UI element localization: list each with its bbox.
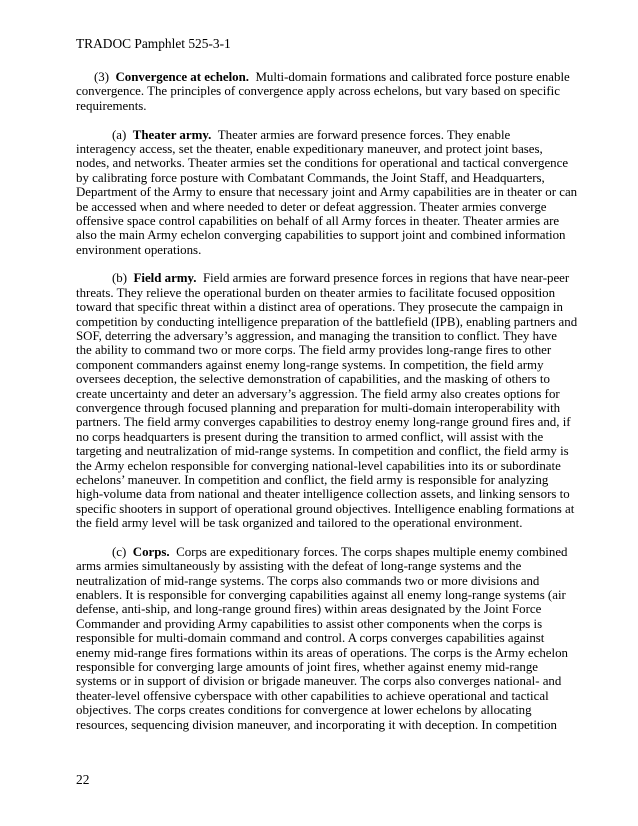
- paragraph-line: the field army level will be task organized and tailored to the operational environment.: [76, 516, 523, 531]
- paragraph-convergence-at-echelon: [76, 70, 570, 113]
- paragraph-line: high-volume data from national and theater intelligence collection assets, and linking sensors to: [76, 487, 570, 502]
- paragraph-line: convergence through focused planning and preparation for multi-domain interoperability with: [76, 400, 561, 415]
- paragraph-line: partners. The field army converges capabilities to destroy enemy long-range ground fires and, if: [76, 415, 571, 430]
- paragraph-line: convergence. The principles of convergence apply across echelons, but vary based on specific: [76, 84, 560, 99]
- paragraph-line: create uncertainty and deter an adversary’s aggression. The field army also creates options for: [76, 386, 560, 401]
- paragraph-line: requirements.: [76, 98, 147, 113]
- paragraph-line: Department of the Army to ensure that necessary joint and Army capabilities are in theater or can: [76, 185, 578, 200]
- paragraph-heading: Theater army.: [132, 127, 212, 142]
- paragraph-label: (3): [94, 70, 110, 84]
- paragraph-label: (c): [112, 544, 127, 559]
- paragraph-line: threats. They relieve the operational burden on theater armies to facilitate focused opposition: [76, 285, 556, 300]
- paragraph-first-line: [76, 128, 564, 142]
- paragraph-label: (b): [112, 271, 128, 286]
- paragraph-theater-army: [76, 127, 578, 258]
- paragraph-line: toward that specific threat within a distinct area of operations. They prosecute the campaign in: [76, 300, 563, 315]
- paragraph-first-line: [76, 70, 570, 84]
- paragraph-line: specific shooters in support of operational ground objectives. Intelligence enabling formations at: [76, 501, 575, 516]
- paragraph-line: Field armies are forward presence forces in regions that have near-peer: [202, 271, 570, 286]
- running-header: TRADOC Pamphlet 525-3-1: [76, 36, 231, 51]
- paragraph-line: resources, sequencing division maneuver, and incorporating it with deception. In competition: [76, 717, 557, 732]
- paragraph-line: Theater armies are forward presence forces. They enable: [217, 127, 511, 142]
- paragraph-line: Corps are expeditionary forces. The corps shapes multiple enemy combined: [176, 544, 568, 559]
- paragraph-line: component commanders against enemy long-range systems. In competition, the field army: [76, 357, 544, 372]
- paragraph-line: Multi-domain formations and calibrated force posture enable: [255, 70, 570, 84]
- paragraph-line: defense, anti-ship, and long-range ground fires) within areas designated by the Joint Force: [76, 602, 542, 617]
- paragraph-line: environment operations.: [76, 242, 202, 257]
- paragraph-line: be accessed when and where needed to deter or defeat aggression. Theater armies converge: [76, 199, 547, 214]
- paragraph-line: oversees deception, the selective demonstration of capabilities, and the masking of others to: [76, 372, 550, 387]
- body-text: [76, 70, 578, 732]
- paragraph-line: objectives. The corps creates conditions for convergence at lower echelons by allocating: [76, 703, 532, 718]
- paragraph-line: responsible for multi-domain command and control. A corps converges capabilities against: [76, 631, 545, 646]
- paragraph-first-line: [76, 544, 568, 559]
- paragraph-line: by calibrating force posture with Combatant Commands, the Joint Staff, and Headquarters,: [76, 170, 545, 185]
- page-number: 22: [76, 772, 90, 787]
- paragraph-line: SOF, deterring the adversary’s aggression, and managing the transition to conflict. They have: [76, 329, 557, 344]
- paragraph-line: systems or in support of division or brigade maneuver. The corps also converges national- and: [76, 674, 562, 689]
- paragraph-line: Commander and providing Army capabilities to assist other components when the corps is: [76, 616, 543, 631]
- paragraph-field-army: [76, 271, 578, 531]
- paragraph-heading: Corps.: [132, 544, 170, 559]
- paragraph-line: enablers. It is responsible for converging capabilities against all enemy long-range systems (air: [76, 588, 566, 603]
- paragraph-line: enemy mid-range fires formations within its areas of operations. The corps is the Army echelon: [76, 645, 568, 660]
- paragraph-line: theater-level offensive cyberspace with other capabilities to achieve operational and tactical: [76, 688, 549, 703]
- paragraph-line: no corps headquarters is present during the transition to armed conflict, will assist with the: [76, 429, 544, 444]
- paragraph-line: also the main Army echelon converging capabilities to support joint and combined information: [76, 228, 566, 243]
- paragraph-heading: Convergence at echelon.: [115, 70, 250, 84]
- paragraph-heading: Field army.: [133, 271, 197, 286]
- paragraph-line: competition by conducting intelligence preparation of the battlefield (IPB), enabling partners and: [76, 314, 578, 329]
- paragraph-first-line: [76, 271, 570, 286]
- paragraph-line: echelons’ maneuver. In competition and conflict, the field army is responsible for analyzing: [76, 472, 549, 487]
- paragraph-line: responsible for converging large amounts of joint fires, whether against enemy mid-range: [76, 660, 539, 675]
- paragraph-line: nodes, and networks. Theater armies set the conditions for operational and tactical convergence: [76, 156, 569, 171]
- paragraph-line: neutralization of mid-range systems. The corps also commands two or more divisions and: [76, 573, 540, 588]
- paragraph-corps: [76, 544, 568, 732]
- paragraph-line: interagency access, set the theater, enable expeditionary maneuver, and protect joint bases,: [76, 141, 543, 156]
- paragraph-line: arms armies simultaneously by assisting with the defeat of long-range systems and the: [76, 559, 522, 574]
- paragraph-label: (a): [112, 127, 127, 142]
- paragraph-line: targeting and neutralization of mid-range systems. In competition and conflict, the field army is: [76, 444, 569, 459]
- paragraph-line: the ability to command two or more corps. The field army provides long-range fires to other: [76, 343, 552, 358]
- paragraph-line: offensive space control capabilities on behalf of all Army forces in theater. Theater armies are: [76, 213, 560, 228]
- paragraph-line: the Army echelon responsible for converging national-level capabilities into its or subordinate: [76, 458, 561, 473]
